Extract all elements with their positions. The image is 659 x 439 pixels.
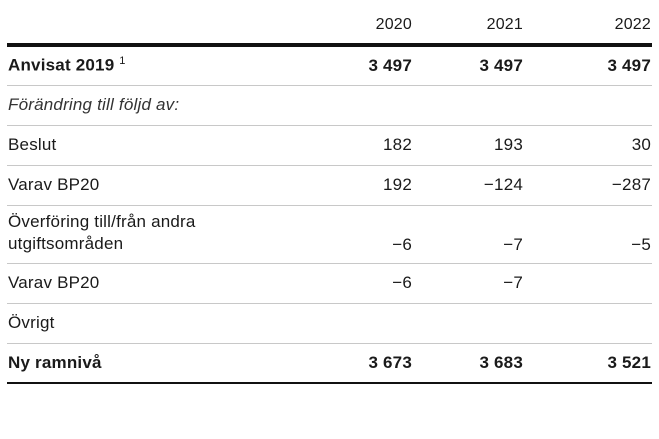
row-label <box>7 45 302 85</box>
row-label-line-2: utgiftsområden <box>8 233 124 253</box>
table-row-beslut <box>7 125 652 165</box>
row-label-line-1: Överföring till/från andra <box>8 211 196 231</box>
cell-2020: −6 <box>302 205 413 263</box>
cell-2020: −6 <box>302 263 413 303</box>
row-label: Övrigt <box>7 303 302 343</box>
cell-2020: 192 <box>302 165 413 205</box>
cell-2020: 3 673 <box>302 343 413 383</box>
cell-2022: 30 <box>524 125 652 165</box>
cell-2022: 3 497 <box>524 45 652 85</box>
header-year-2020: 2020 <box>302 14 413 45</box>
table-row-varav-bp20-2 <box>7 263 652 303</box>
cell-2022: −5 <box>524 205 652 263</box>
budget-table <box>7 14 652 384</box>
header-row <box>7 14 652 45</box>
cell-2020: 182 <box>302 125 413 165</box>
cell-2021: 3 497 <box>413 45 524 85</box>
header-year-2021: 2021 <box>413 14 524 45</box>
cell-2021: −7 <box>413 263 524 303</box>
cell-2022 <box>524 303 652 343</box>
cell-2021 <box>413 303 524 343</box>
table-row-ovrigt <box>7 303 652 343</box>
row-label: Ny ramnivå <box>7 343 302 383</box>
header-year-2022: 2022 <box>524 14 652 45</box>
cell-2021: −7 <box>413 205 524 263</box>
row-label: Varav BP20 <box>7 263 302 303</box>
cell-2021 <box>413 85 524 125</box>
cell-2021: 193 <box>413 125 524 165</box>
cell-2022 <box>524 263 652 303</box>
table-row-ny-ramniva <box>7 343 652 383</box>
cell-2020 <box>302 303 413 343</box>
row-label <box>7 205 302 263</box>
footnote-marker: 1 <box>119 55 126 68</box>
cell-2022 <box>524 85 652 125</box>
cell-2022: −287 <box>524 165 652 205</box>
table-row-forandring <box>7 85 652 125</box>
cell-2020 <box>302 85 413 125</box>
row-label: Förändring till följd av: <box>7 85 302 125</box>
cell-2022: 3 521 <box>524 343 652 383</box>
row-label: Varav BP20 <box>7 165 302 205</box>
table-row-varav-bp20 <box>7 165 652 205</box>
table-row-anvisat <box>7 45 652 85</box>
cell-2021: 3 683 <box>413 343 524 383</box>
row-label-text: Anvisat 2019 <box>8 56 115 76</box>
cell-2021: −124 <box>413 165 524 205</box>
header-label-cell <box>7 14 302 45</box>
row-label: Beslut <box>7 125 302 165</box>
table-row-overforing <box>7 205 652 263</box>
cell-2020: 3 497 <box>302 45 413 85</box>
